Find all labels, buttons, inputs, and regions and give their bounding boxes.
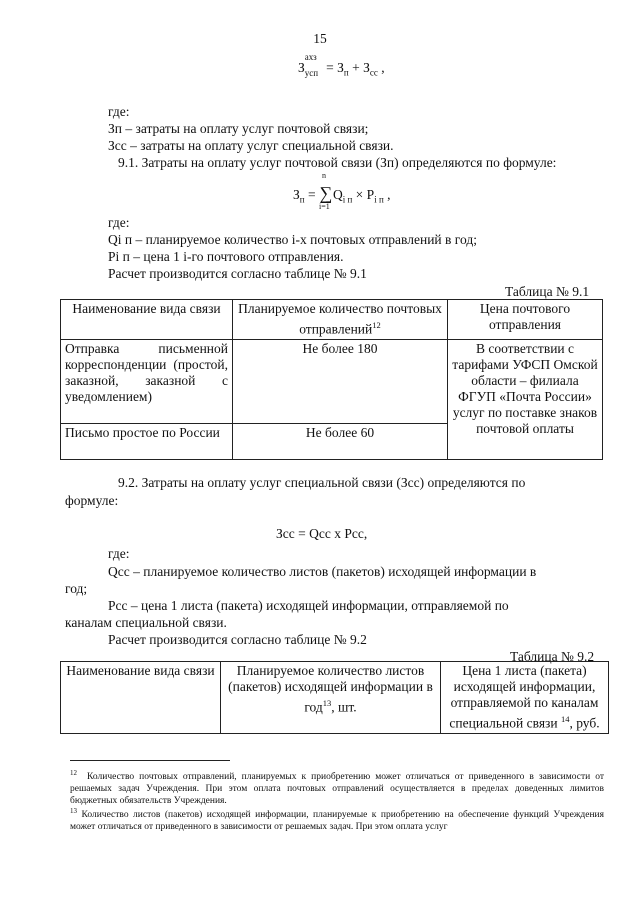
- table-9-1-caption: Таблица № 9.1: [505, 284, 590, 299]
- table-header-row: [61, 662, 609, 734]
- table-row: [61, 339, 603, 423]
- footnote-12: $^{12}$ Количество почтовых отправлений, планируемых к приобретению может отличаться от приведенного в зависимости от решаемых задач Учреждения. При этом оплата почтовых отправлений осуществляется в пределах доведенных лимитов бюджетных обязательств Учреждения.: [70, 769, 605, 807]
- table-cell: Не более 60: [233, 423, 448, 459]
- calc-note-9-1: Расчет производится согласно таблице № 9.1: [108, 266, 367, 281]
- definition-zcc: Зсс – затраты на оплату услуг специальной связи.: [108, 138, 394, 153]
- page-number: 15: [313, 31, 327, 46]
- table-cell: Отправка письменной корреспонденции (простой, заказной, заказной с уведомлением): [61, 339, 233, 423]
- footnote-13: $^{13}$ Количество листов (пакетов) исходящей информации, планируемые к приобретению на обеспечение функций Учреждения может отличаться от приведенного в зависимости от решаемых задач. При этом оплата услуг: [70, 807, 604, 833]
- header-cell: Цена 1 листа (пакета) исходящей информации, отправляемой по каналам специальной связи $^{14}$, руб.: [441, 662, 609, 734]
- definition-qcc-line-1: Qсс – планируемое количество листов (пакетов) исходящей информации в: [108, 564, 537, 579]
- table-cell-price: В соответствии с тарифами УФСП Омской области – филиала ФГУП «Почта России» услуг по поставке знаков почтовой оплаты: [448, 339, 603, 459]
- table-header-row: [61, 300, 603, 340]
- paragraph-9-1: 9.1. Затраты на оплату услуг почтовой связи (Зп) определяются по формуле:: [118, 155, 557, 170]
- definition-pip: Pi п – цена 1 i-го почтового отправления.: [108, 249, 344, 264]
- where-label-1: где:: [108, 104, 130, 119]
- formula-9-2: Зсс = Qсс х Рсс,: [276, 526, 368, 541]
- table-9-1: [60, 299, 603, 460]
- where-label-3: где:: [108, 546, 130, 561]
- header-cell: Наименование вида связи: [61, 300, 233, 340]
- header-cell: Планируемое количество листов (пакетов) исходящей информации в год$^{13}$, шт.: [221, 662, 441, 734]
- paragraph-9-2-line-1: 9.2. Затраты на оплату услуг специальной связи (Зсс) определяются по: [118, 475, 526, 490]
- table-cell: Письмо простое по России: [61, 423, 233, 459]
- table-cell: Не более 180: [233, 339, 448, 423]
- header-cell: Цена почтового отправления: [448, 300, 603, 340]
- table-9-2-caption: Таблица № 9.2: [510, 649, 595, 664]
- footnote-divider: [70, 760, 230, 761]
- table-9-2: [60, 661, 609, 734]
- paragraph-9-2-line-2: формуле:: [65, 493, 119, 508]
- header-cell: Наименование вида связи: [61, 662, 221, 734]
- definition-qip: Qi п – планируемое количество i-х почтовых отправлений в год;: [108, 232, 477, 247]
- definition-pcc-line-2: каналам специальной связи.: [65, 615, 227, 630]
- definition-pcc-line-1: Рсс – цена 1 листа (пакета) исходящей информации, отправляемой по: [108, 598, 509, 613]
- formula-9-1: $З_п$ = n ∑ i=1 $Q_{i п} \times P_{i п}$ ,: [293, 171, 391, 211]
- definition-qcc-line-2: год;: [65, 581, 88, 596]
- formula-total: З ахз усп = $З_п + З_{сс}$ ,: [298, 52, 385, 78]
- definition-zp: Зп – затраты на оплату услуг почтовой связи;: [108, 121, 369, 136]
- header-cell: Планируемое количество почтовых отправлений$^{12}$: [233, 300, 448, 340]
- calc-note-9-2: Расчет производится согласно таблице № 9.2: [108, 632, 367, 647]
- where-label-2: где:: [108, 215, 130, 230]
